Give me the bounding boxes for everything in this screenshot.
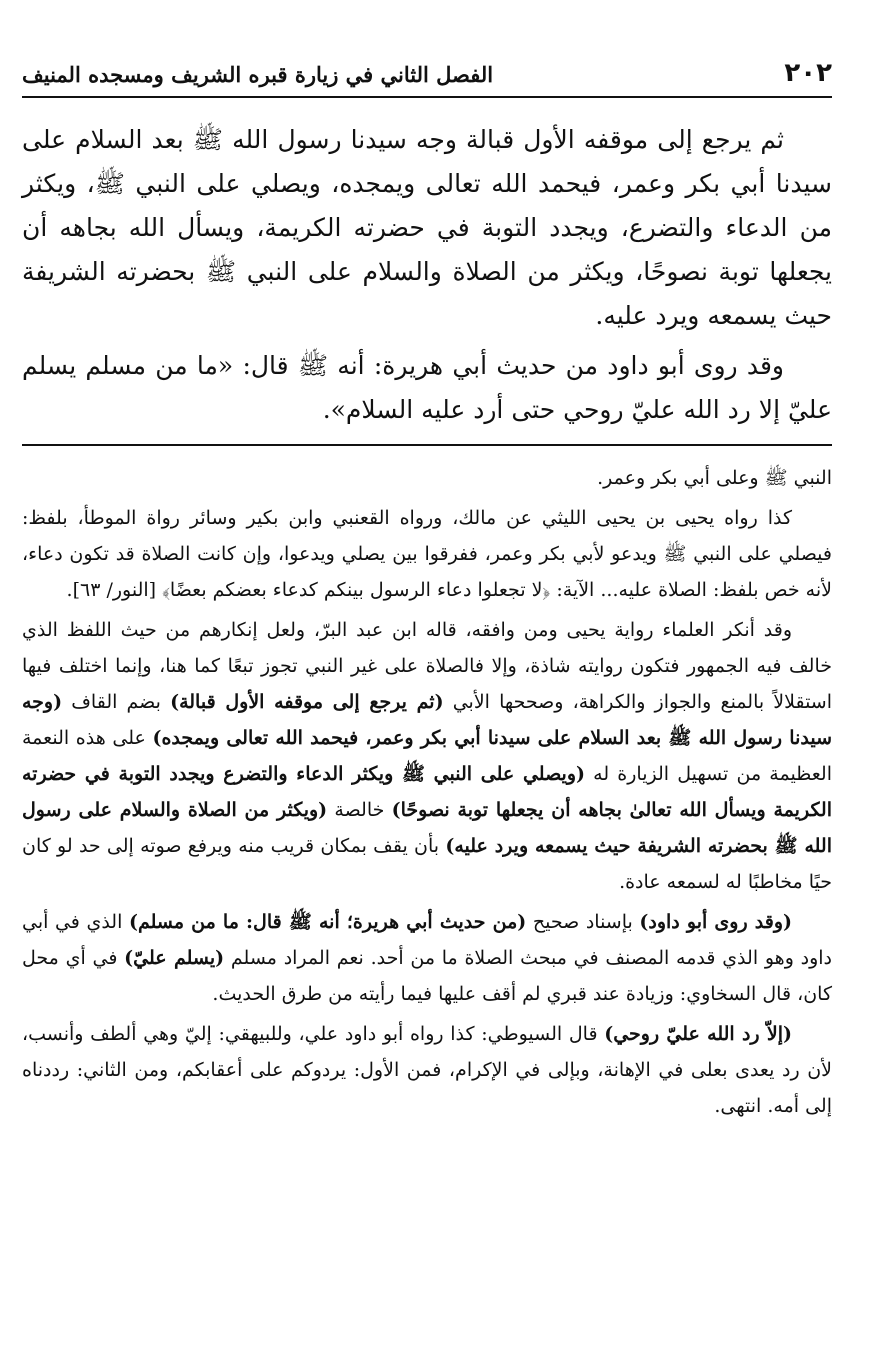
commentary-paragraph: [22, 904, 832, 1012]
quoted-main-text: (يسلم عليّ): [124, 947, 225, 969]
book-page: [22, 52, 832, 1352]
quoted-main-text: (إلاّ رد الله عليّ روحي): [604, 1023, 792, 1045]
main-text-paragraph: ثم يرجع إلى موقفه الأول قبالة وجه سيدنا رسول الله ﷺ بعد السلام على سيدنا أبي بكر وعمر، فيحمد الله تعالى ويمجده، ويصلي على النبي ﷺ، ويكثر من الدعاء والتضرع، ويجدد التوبة في حضرته الكريمة، ويسأل الله بجاهه أن يجعلها توبة نصوحًا، ويكثر من الصلاة والسلام على النبي ﷺ بحضرته الشريفة حيث يسمعه ويرد عليه.: [22, 125, 832, 330]
commentary-run: بإسناد صحيح: [526, 911, 640, 933]
commentary-run: على هذه النعمة العظيمة من تسهيل الزيارة له: [22, 727, 832, 785]
commentary-paragraph: النبي ﷺ وعلى أبي بكر وعمر.: [597, 467, 832, 489]
commentary-paragraph: كذا رواه يحيى بن يحيى الليثي عن مالك، ورواه القعنبي وابن بكير وسائر رواة الموطأ، بلفظ: فيصلي على النبي ﷺ ويدعو لأبي بكر وعمر، ففرقوا بين يصلي ويدعوا، وإن كانت الصلاة قد تكون دعاء، لأنه خص بلفظ: الصلاة عليه... الآية: ﴿لا تجعلوا دعاء الرسول بينكم كدعاء بعضكم بعضًا﴾ [النور/ ٦٣].: [22, 507, 832, 601]
running-header: [22, 52, 832, 98]
commentary-run: في أي محل كان، قال السخاوي: وزيادة عند قبري لم أقف عليها فيما رأيته من طرق الحديث.: [22, 947, 832, 1005]
commentary-run: وقد أنكر العلماء رواية يحيى ومن وافقه، قاله ابن عبد البرّ، ولعل إنكارهم من حيث اللفظ الذي خالف فيه الجمهور فتكون روايته شاذة، وإلا فالصلاة على غير النبي تجوز تبعًا كما هنا، وإنما اختلف فيها استقلالاً بالمنع والجواز والكراهة، وصححها الأبي: [22, 619, 833, 713]
commentary-run: بضم القاف: [62, 691, 171, 713]
main-text-paragraph: وقد روى أبو داود من حديث أبي هريرة: أنه ﷺ قال: «ما من مسلم يسلم عليّ إلا رد الله عليّ روحي حتى أرد عليه السلام».: [22, 351, 832, 424]
commentary-text: [22, 460, 832, 1128]
page-number: ٢٠٢: [784, 58, 832, 88]
commentary-run: خالصة: [327, 799, 392, 821]
quoted-main-text: (وقد روى أبو داود): [639, 911, 792, 933]
running-title: الفصل الثاني في زيارة قبره الشريف ومسجده المنيف: [22, 62, 494, 87]
quoted-main-text: (ويكثر من الصلاة والسلام على رسول الله ﷺ بحضرته الشريفة حيث يسمعه ويرد عليه): [22, 799, 833, 857]
commentary-run: بأن يقف بمكان قريب منه ويرفع صوته إلى حد لو كان حيًا مخاطبًا له لسمعه عادة.: [22, 835, 832, 893]
quoted-main-text: (ويصلي على النبي ﷺ ويكثر الدعاء والتضرع ويجدد التوبة في حضرته الكريمة ويسأل الله تعالىٰ بجاهه أن يجعلها توبة نصوحًا): [22, 763, 833, 821]
text-divider-line: [22, 444, 832, 446]
quoted-main-text: (من حديث أبي هريرة؛ أنه ﷺ قال: ما من مسلم): [128, 911, 527, 933]
quoted-main-text: (ثم يرجع إلى موقفه الأول قبالة): [170, 691, 444, 713]
quoted-main-text: (وجه سيدنا رسول الله ﷺ بعد السلام على سيدنا أبي بكر وعمر، فيحمد الله تعالى ويمجده): [22, 691, 832, 749]
commentary-paragraph: [22, 612, 832, 900]
commentary-run: الذي في أبي داود وهو الذي قدمه المصنف في مبحث الصلاة ما من أحد. نعم المراد مسلم: [22, 911, 832, 969]
commentary-paragraph: [22, 1016, 832, 1124]
main-text: [22, 118, 832, 438]
commentary-run: قال السيوطي: كذا رواه أبو داود علي، وللبيهقي: إليّ وهي ألطف وأنسب، لأن رد يعدى بعلى في الإهانة، وبإلى في الإكرام، فمن الأول: يردوكم على أعقابكم، ومن الثاني: رددناه إلى أمه. انتهى.: [22, 1023, 832, 1117]
